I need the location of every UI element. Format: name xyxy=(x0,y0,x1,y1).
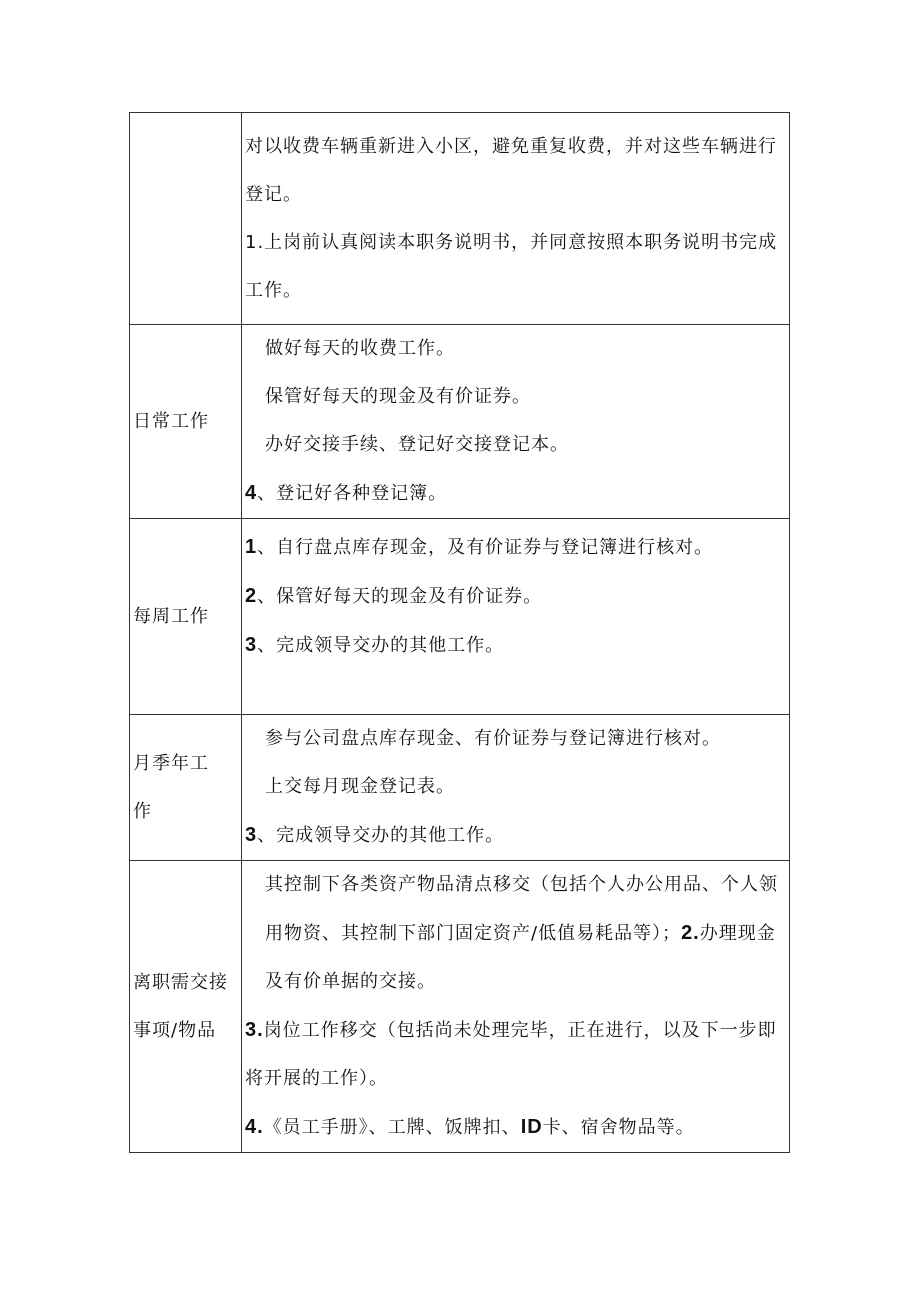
weekly-item-3-text: 、完成领导交办的其他工作。 xyxy=(257,635,505,656)
table-row-intro xyxy=(130,113,790,325)
weekly-item-2 xyxy=(245,572,785,621)
monthly-item-2: 上交每月现金登记表。 xyxy=(265,776,455,797)
daily-item-4-text: 、登记好各种登记簿。 xyxy=(257,483,448,504)
daily-item-4 xyxy=(245,469,785,518)
leave-label-cell xyxy=(130,861,242,1153)
intro-label-cell xyxy=(130,113,242,325)
monthly-item-1: 参与公司盘点库存现金、有价证券与登记簿进行核对。 xyxy=(265,728,721,749)
daily-content-cell xyxy=(242,325,790,519)
intro-content-cell xyxy=(242,113,790,325)
weekly-label-cell: 每周工作 xyxy=(130,519,242,715)
weekly-item-1 xyxy=(245,523,785,572)
leave-paragraph-4-number: 4. xyxy=(245,1116,264,1138)
table-row-daily xyxy=(130,325,790,519)
leave-paragraph-1-text: 其控制下各类资产物品清点移交（包括个人办公用品、个人领用物资、其控制下部门固定资产/低值易耗品等）； xyxy=(265,874,778,944)
monthly-label-text: 月季年工作 xyxy=(133,752,209,822)
leave-paragraph-3-text: 岗位工作移交（包括尚未处理完毕，正在进行，以及下一步即将开展的工作）。 xyxy=(245,1020,777,1089)
daily-label-cell: 日常工作 xyxy=(130,325,242,519)
weekly-item-1-number: 1 xyxy=(245,536,258,558)
leave-paragraph-2-number: 2. xyxy=(681,922,700,944)
leave-paragraph-1 xyxy=(245,861,785,1006)
daily-item-2: 保管好每天的现金及有价证券。 xyxy=(265,386,531,407)
leave-label-text: 离职需交接事项/物品 xyxy=(133,971,228,1041)
monthly-item-3-text: 、完成领导交办的其他工作。 xyxy=(257,825,505,846)
leave-paragraph-2-text: 办理现金及有价单据的交接。 xyxy=(265,923,776,992)
monthly-label-cell xyxy=(130,715,242,861)
table-row-monthly xyxy=(130,715,790,861)
intro-paragraph-b: 1.上岗前认真阅读本职务说明书，并同意按照本职务说明书完成工作。 xyxy=(245,231,778,301)
leave-paragraph-4-id: ID xyxy=(520,1116,543,1138)
leave-paragraph-4-text-a: 《员工手册》、工牌、饭牌扣、 xyxy=(263,1117,521,1138)
table-row-leave xyxy=(130,861,790,1153)
leave-content-cell xyxy=(242,861,790,1153)
daily-item-3: 办好交接手续、登记好交接登记本。 xyxy=(265,434,569,455)
weekly-item-2-number: 2 xyxy=(245,585,258,607)
leave-paragraph-3-number: 3. xyxy=(245,1019,264,1041)
intro-paragraph-a: 对以收费车辆重新进入小区，避免重复收费，并对这些车辆进行登记。 xyxy=(245,135,777,205)
weekly-item-3 xyxy=(245,621,785,670)
leave-paragraph-4 xyxy=(245,1103,785,1152)
weekly-item-2-text: 、保管好每天的现金及有价证券。 xyxy=(257,586,543,607)
weekly-content-cell xyxy=(242,519,790,715)
monthly-item-3 xyxy=(245,811,785,860)
job-duty-table xyxy=(129,112,790,1153)
weekly-item-1-text: 、自行盘点库存现金，及有价证券与登记簿进行核对。 xyxy=(257,537,714,558)
daily-item-4-number: 4 xyxy=(245,482,258,504)
monthly-content-cell xyxy=(242,715,790,861)
leave-paragraph-3 xyxy=(245,1006,785,1103)
table-row-weekly xyxy=(130,519,790,715)
leave-paragraph-4-text-b: 卡、宿舍物品等。 xyxy=(542,1117,695,1138)
monthly-item-3-number: 3 xyxy=(245,824,258,846)
weekly-item-3-number: 3 xyxy=(245,634,258,656)
daily-item-1: 做好每天的收费工作。 xyxy=(265,338,455,359)
